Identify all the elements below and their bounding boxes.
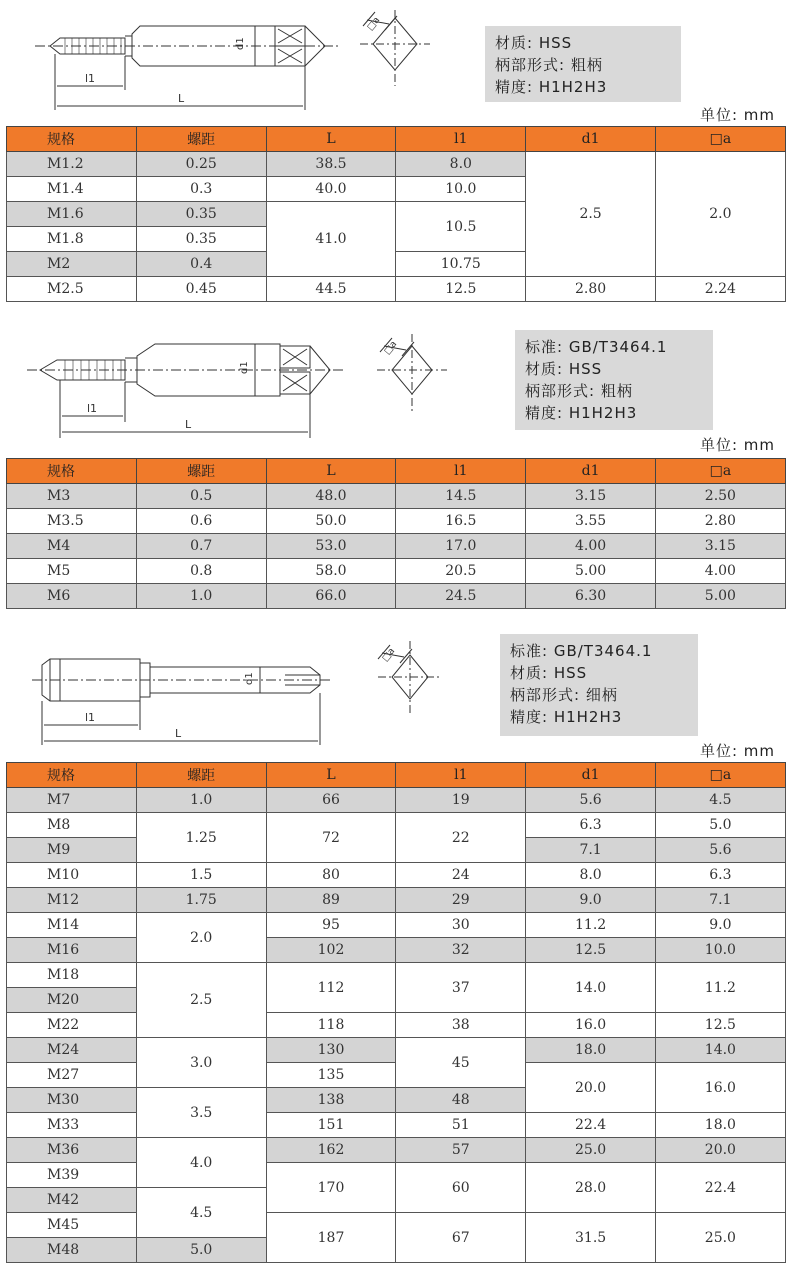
l1-cell: 10.5 bbox=[396, 202, 526, 252]
l1-cell: 45 bbox=[396, 1038, 526, 1088]
spec-cell: M20 bbox=[7, 988, 137, 1013]
d1-cell: 5.6 bbox=[526, 788, 656, 813]
a-cell: 2.80 bbox=[655, 509, 785, 534]
d1-cell: 28.0 bbox=[526, 1163, 656, 1213]
d1-cell: 6.3 bbox=[526, 813, 656, 838]
dim-l1-label: l1 bbox=[87, 402, 98, 415]
table-row bbox=[7, 559, 786, 584]
spec-table-2 bbox=[6, 458, 786, 609]
pitch-cell: 0.6 bbox=[136, 509, 266, 534]
pitch-cell: 0.3 bbox=[136, 177, 266, 202]
L-cell: 89 bbox=[266, 888, 396, 913]
tap-drawing-1 bbox=[30, 10, 350, 120]
table-row bbox=[7, 813, 786, 838]
pitch-cell: 5.0 bbox=[136, 1238, 266, 1263]
d1-cell: 9.0 bbox=[526, 888, 656, 913]
a-cell: 2.24 bbox=[655, 277, 785, 302]
L-cell: 53.0 bbox=[266, 534, 396, 559]
a-cell: 4.5 bbox=[655, 788, 785, 813]
a-cell: 5.00 bbox=[655, 584, 785, 609]
square-detail-3 bbox=[370, 635, 450, 720]
L-cell: 72 bbox=[266, 813, 396, 863]
col-header-pitch: 螺距 bbox=[136, 459, 266, 484]
l1-cell: 10.0 bbox=[396, 177, 526, 202]
info-line: 精度: H1H2H3 bbox=[510, 708, 623, 726]
dim-d1-label: d1 bbox=[244, 672, 255, 685]
d1-cell: 18.0 bbox=[526, 1038, 656, 1063]
col-header-pitch: 螺距 bbox=[136, 127, 266, 152]
a-cell: 4.00 bbox=[655, 559, 785, 584]
pitch-cell: 4.0 bbox=[136, 1138, 266, 1188]
dim-a-label: □a bbox=[365, 15, 383, 33]
info-line: 柄部形式: 粗柄 bbox=[525, 382, 633, 400]
l1-cell: 24.5 bbox=[396, 584, 526, 609]
l1-cell: 24 bbox=[396, 863, 526, 888]
spec-cell: M4 bbox=[7, 534, 137, 559]
spec-cell: M6 bbox=[7, 584, 137, 609]
unit-label: 单位: mm bbox=[699, 106, 775, 124]
spec-cell: M3.5 bbox=[7, 509, 137, 534]
table-row bbox=[7, 1013, 786, 1038]
spec-cell: M5 bbox=[7, 559, 137, 584]
col-header-spec: 规格 bbox=[7, 127, 137, 152]
l1-cell: 38 bbox=[396, 1013, 526, 1038]
l1-cell: 12.5 bbox=[396, 277, 526, 302]
spec-cell: M3 bbox=[7, 484, 137, 509]
col-header-pitch: 螺距 bbox=[136, 763, 266, 788]
dim-L-label: L bbox=[175, 727, 182, 740]
dim-d1-label: d1 bbox=[235, 37, 246, 50]
table-row bbox=[7, 1213, 786, 1238]
spec-cell: M24 bbox=[7, 1038, 137, 1063]
table-header bbox=[7, 459, 786, 484]
tap-drawing-2 bbox=[25, 330, 355, 445]
spec-cell: M33 bbox=[7, 1113, 137, 1138]
col-header-spec: 规格 bbox=[7, 459, 137, 484]
pitch-cell: 2.5 bbox=[136, 963, 266, 1038]
table-row bbox=[7, 1163, 786, 1188]
table-row bbox=[7, 863, 786, 888]
pitch-cell: 0.4 bbox=[136, 252, 266, 277]
spec-cell: M16 bbox=[7, 938, 137, 963]
L-cell: 138 bbox=[266, 1088, 396, 1113]
d1-cell: 25.0 bbox=[526, 1138, 656, 1163]
spec-table-1 bbox=[6, 126, 786, 302]
l1-cell: 19 bbox=[396, 788, 526, 813]
dim-a-label: □a bbox=[380, 646, 398, 664]
a-cell: 16.0 bbox=[655, 1063, 785, 1113]
L-cell: 48.0 bbox=[266, 484, 396, 509]
table-row bbox=[7, 1038, 786, 1063]
spec-cell: M18 bbox=[7, 963, 137, 988]
a-cell: 22.4 bbox=[655, 1163, 785, 1213]
col-header-a: □a bbox=[655, 127, 785, 152]
d1-cell: 31.5 bbox=[526, 1213, 656, 1263]
L-cell: 44.5 bbox=[266, 277, 396, 302]
spec-cell: M7 bbox=[7, 788, 137, 813]
L-cell: 118 bbox=[266, 1013, 396, 1038]
l1-cell: 32 bbox=[396, 938, 526, 963]
d1-cell: 16.0 bbox=[526, 1013, 656, 1038]
spec-cell: M1.6 bbox=[7, 202, 137, 227]
dim-L-label: L bbox=[185, 418, 192, 431]
table-row bbox=[7, 1113, 786, 1138]
d1-cell: 22.4 bbox=[526, 1113, 656, 1138]
pitch-cell: 1.0 bbox=[136, 584, 266, 609]
L-cell: 66 bbox=[266, 788, 396, 813]
table-row bbox=[7, 277, 786, 302]
l1-cell: 67 bbox=[396, 1213, 526, 1263]
spec-cell: M22 bbox=[7, 1013, 137, 1038]
a-cell: 5.6 bbox=[655, 838, 785, 863]
d1-cell: 2.5 bbox=[526, 152, 656, 277]
l1-cell: 37 bbox=[396, 963, 526, 1013]
pitch-cell: 1.25 bbox=[136, 813, 266, 863]
pitch-cell: 1.75 bbox=[136, 888, 266, 913]
table-row bbox=[7, 938, 786, 963]
l1-cell: 29 bbox=[396, 888, 526, 913]
spec-info-box-2 bbox=[515, 330, 713, 430]
unit-label: 单位: mm bbox=[699, 436, 775, 454]
spec-table-3 bbox=[6, 762, 786, 1263]
spec-cell: M36 bbox=[7, 1138, 137, 1163]
l1-cell: 30 bbox=[396, 913, 526, 938]
d1-cell: 2.80 bbox=[526, 277, 656, 302]
a-cell: 2.0 bbox=[655, 152, 785, 277]
spec-cell: M8 bbox=[7, 813, 137, 838]
l1-cell: 10.75 bbox=[396, 252, 526, 277]
pitch-cell: 0.8 bbox=[136, 559, 266, 584]
table-row bbox=[7, 534, 786, 559]
d1-cell: 14.0 bbox=[526, 963, 656, 1013]
table-row bbox=[7, 888, 786, 913]
d1-cell: 11.2 bbox=[526, 913, 656, 938]
a-cell: 7.1 bbox=[655, 888, 785, 913]
l1-cell: 57 bbox=[396, 1138, 526, 1163]
table-row bbox=[7, 152, 786, 177]
d1-cell: 4.00 bbox=[526, 534, 656, 559]
l1-cell: 51 bbox=[396, 1113, 526, 1138]
a-cell: 6.3 bbox=[655, 863, 785, 888]
a-cell: 3.15 bbox=[655, 534, 785, 559]
d1-cell: 7.1 bbox=[526, 838, 656, 863]
d1-cell: 12.5 bbox=[526, 938, 656, 963]
spec-cell: M14 bbox=[7, 913, 137, 938]
col-header-l1: l1 bbox=[396, 459, 526, 484]
info-line: 材质: HSS bbox=[510, 664, 588, 682]
a-cell: 25.0 bbox=[655, 1213, 785, 1263]
spec-cell: M39 bbox=[7, 1163, 137, 1188]
L-cell: 80 bbox=[266, 863, 396, 888]
L-cell: 187 bbox=[266, 1213, 396, 1263]
table-row bbox=[7, 584, 786, 609]
dim-a-label: □a bbox=[382, 339, 400, 357]
spec-cell: M12 bbox=[7, 888, 137, 913]
a-cell: 9.0 bbox=[655, 913, 785, 938]
col-header-d1: d1 bbox=[526, 763, 656, 788]
tap-drawing-3 bbox=[30, 645, 340, 755]
pitch-cell: 0.35 bbox=[136, 202, 266, 227]
a-cell: 12.5 bbox=[655, 1013, 785, 1038]
dim-L-label: L bbox=[178, 92, 185, 105]
table-row bbox=[7, 913, 786, 938]
table-row bbox=[7, 1138, 786, 1163]
d1-cell: 8.0 bbox=[526, 863, 656, 888]
col-header-l1: l1 bbox=[396, 127, 526, 152]
pitch-cell: 3.0 bbox=[136, 1038, 266, 1088]
l1-cell: 22 bbox=[396, 813, 526, 863]
info-line: 柄部形式: 细柄 bbox=[510, 686, 618, 704]
spec-cell: M30 bbox=[7, 1088, 137, 1113]
a-cell: 11.2 bbox=[655, 963, 785, 1013]
l1-cell: 16.5 bbox=[396, 509, 526, 534]
l1-cell: 20.5 bbox=[396, 559, 526, 584]
pitch-cell: 0.25 bbox=[136, 152, 266, 177]
d1-cell: 3.55 bbox=[526, 509, 656, 534]
spec-info-box-3 bbox=[500, 634, 698, 736]
col-header-spec: 规格 bbox=[7, 763, 137, 788]
d1-cell: 5.00 bbox=[526, 559, 656, 584]
pitch-cell: 4.5 bbox=[136, 1188, 266, 1238]
d1-cell: 3.15 bbox=[526, 484, 656, 509]
a-cell: 14.0 bbox=[655, 1038, 785, 1063]
table-header bbox=[7, 763, 786, 788]
dim-l1-label: l1 bbox=[85, 711, 96, 724]
L-cell: 41.0 bbox=[266, 202, 396, 277]
a-cell: 5.0 bbox=[655, 813, 785, 838]
a-cell: 20.0 bbox=[655, 1138, 785, 1163]
l1-cell: 48 bbox=[396, 1088, 526, 1113]
l1-cell: 14.5 bbox=[396, 484, 526, 509]
col-header-d1: d1 bbox=[526, 459, 656, 484]
L-cell: 170 bbox=[266, 1163, 396, 1213]
pitch-cell: 1.0 bbox=[136, 788, 266, 813]
pitch-cell: 0.35 bbox=[136, 227, 266, 252]
col-header-a: □a bbox=[655, 459, 785, 484]
square-detail-2 bbox=[372, 330, 452, 415]
spec-cell: M1.8 bbox=[7, 227, 137, 252]
spec-cell: M9 bbox=[7, 838, 137, 863]
table-row bbox=[7, 788, 786, 813]
L-cell: 102 bbox=[266, 938, 396, 963]
spec-cell: M2.5 bbox=[7, 277, 137, 302]
table-header bbox=[7, 127, 786, 152]
pitch-cell: 0.45 bbox=[136, 277, 266, 302]
pitch-cell: 1.5 bbox=[136, 863, 266, 888]
col-header-L: L bbox=[266, 763, 396, 788]
spec-cell: M1.2 bbox=[7, 152, 137, 177]
L-cell: 162 bbox=[266, 1138, 396, 1163]
table-row bbox=[7, 963, 786, 988]
info-line: 材质: HSS bbox=[525, 360, 603, 378]
L-cell: 38.5 bbox=[266, 152, 396, 177]
spec-cell: M27 bbox=[7, 1063, 137, 1088]
info-line: 标准: GB/T3464.1 bbox=[510, 642, 653, 660]
info-line: 柄部形式: 粗柄 bbox=[495, 56, 603, 74]
table-row bbox=[7, 509, 786, 534]
spec-cell: M48 bbox=[7, 1238, 137, 1263]
unit-label: 单位: mm bbox=[699, 742, 775, 760]
L-cell: 95 bbox=[266, 913, 396, 938]
spec-cell: M42 bbox=[7, 1188, 137, 1213]
a-cell: 2.50 bbox=[655, 484, 785, 509]
L-cell: 40.0 bbox=[266, 177, 396, 202]
spec-cell: M1.4 bbox=[7, 177, 137, 202]
col-header-a: □a bbox=[655, 763, 785, 788]
col-header-d1: d1 bbox=[526, 127, 656, 152]
L-cell: 50.0 bbox=[266, 509, 396, 534]
dim-l1-label: l1 bbox=[85, 72, 96, 85]
L-cell: 112 bbox=[266, 963, 396, 1013]
spec-cell: M2 bbox=[7, 252, 137, 277]
spec-cell: M45 bbox=[7, 1213, 137, 1238]
l1-cell: 17.0 bbox=[396, 534, 526, 559]
dim-d1-label: d1 bbox=[239, 361, 250, 374]
col-header-l1: l1 bbox=[396, 763, 526, 788]
pitch-cell: 3.5 bbox=[136, 1088, 266, 1138]
pitch-cell: 0.7 bbox=[136, 534, 266, 559]
L-cell: 66.0 bbox=[266, 584, 396, 609]
d1-cell: 6.30 bbox=[526, 584, 656, 609]
info-line: 标准: GB/T3464.1 bbox=[525, 338, 668, 356]
L-cell: 130 bbox=[266, 1038, 396, 1063]
info-line: 精度: H1H2H3 bbox=[525, 404, 638, 422]
spec-cell: M10 bbox=[7, 863, 137, 888]
L-cell: 135 bbox=[266, 1063, 396, 1088]
info-line: 材质: HSS bbox=[495, 34, 573, 52]
d1-cell: 20.0 bbox=[526, 1063, 656, 1113]
square-detail-1 bbox=[355, 8, 435, 88]
l1-cell: 8.0 bbox=[396, 152, 526, 177]
pitch-cell: 0.5 bbox=[136, 484, 266, 509]
spec-info-box-1 bbox=[485, 26, 681, 102]
l1-cell: 60 bbox=[396, 1163, 526, 1213]
a-cell: 18.0 bbox=[655, 1113, 785, 1138]
L-cell: 58.0 bbox=[266, 559, 396, 584]
L-cell: 151 bbox=[266, 1113, 396, 1138]
a-cell: 10.0 bbox=[655, 938, 785, 963]
pitch-cell: 2.0 bbox=[136, 913, 266, 963]
info-line: 精度: H1H2H3 bbox=[495, 78, 608, 96]
table-row bbox=[7, 484, 786, 509]
col-header-L: L bbox=[266, 127, 396, 152]
col-header-L: L bbox=[266, 459, 396, 484]
